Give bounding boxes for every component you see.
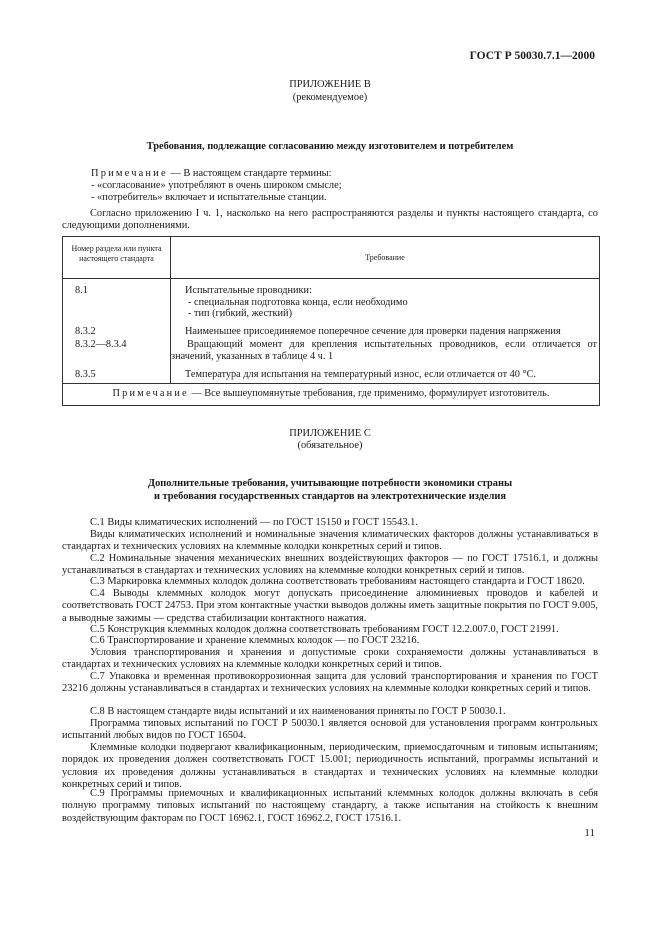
requirement-line: - специальная подготовка конца, если необходимо: [188, 296, 408, 308]
table-row: [63, 279, 600, 320]
table-header-requirement: Требование: [171, 237, 600, 279]
note-text: — В настоящем стандарте термины:: [167, 168, 332, 179]
table-note-text: — Все вышеупомянутые требования, где применимо, формулирует изготовитель.: [188, 388, 550, 400]
annex-b-note: [91, 168, 598, 180]
table-row: [63, 320, 600, 338]
annex-c-status: (обязательное): [297, 440, 363, 451]
paragraph-c7: С.7 Упаковка и временная противокоррозионная защита для условий транспортирования и хранения по ГОСТ 23216 должны устанавливаться в стандартах и технических условиях на клеммные колодки конкретных серий и типов.: [62, 671, 598, 695]
table-cell-number: 8.3.5: [63, 363, 171, 384]
table-header-row: [63, 237, 600, 279]
table-note-row: [63, 384, 600, 406]
paragraph-c9: С.9 Программы приемочных и квалификационных испытаний клеммных колодок должны включать в себя полную программу типовых испытаний по настоящему стандарту, а также испытания на стойкость к внешним воздействующим факторам по ГОСТ 16962.1, ГОСТ 16962.2, ГОСТ 17516.1.: [62, 788, 598, 824]
paragraph: Условия транспортирования и хранения и допустимые сроки сохраняемости должны устанавливаться в стандартах и технических условиях на клеммные колодки конкретных серий и типов.: [62, 647, 598, 671]
paragraph-c3: С.3 Маркировка клеммных колодок должна соответствовать требованиям настоящего стандарта и ГОСТ 18620.: [90, 576, 585, 587]
requirement-line: Наименьшее присоединяемое поперечное сечение для проверки падения напряжения: [185, 325, 561, 337]
paragraph-c8: С.8 В настоящем стандарте виды испытаний и их наименования приняты по ГОСТ Р 50030.1.: [90, 706, 506, 717]
table-cell-number: 8.3.2: [63, 320, 171, 338]
paragraph-c2: С.2 Номинальные значения механических внешних воздействующих факторов — по ГОСТ 17516.1, и должны устанавливаться в стандартах и технических условиях на клеммные колодки конкретных серий и типов.: [62, 553, 598, 577]
table-cell-requirement: [171, 337, 600, 362]
table-row: [63, 337, 600, 362]
annex-b-status: (рекомендуемое): [292, 92, 368, 103]
note-item-1: - «согласование» употребляют в очень широком смысле;: [91, 180, 342, 191]
table-cell-requirement: [171, 320, 600, 338]
table-cell-requirement: [171, 363, 600, 384]
paragraph: Виды климатических исполнений и номинальные значения климатических факторов должны устанавливаться в стандартах и технических условиях на клеммные колодки конкретных серий и типов.: [62, 529, 598, 553]
annex-c-title: ПРИЛОЖЕНИЕ С: [289, 428, 371, 439]
table-header-section-number: Номер раздела или пункта настоящего стандарта: [63, 237, 171, 279]
page-number: 11: [584, 827, 595, 839]
paragraph-c4: С.4 Выводы клеммных колодок могут допускать присоединение алюминиевых проводов и кабелей и соответствовать ГОСТ 24753. При этом контактные участки выводов должны иметь защитные покрытия по ГОСТ 9.005, а выводные зажимы — средства стабилизации контактного нажатия.: [62, 588, 598, 624]
table-note-label: Примечание: [112, 388, 189, 400]
paragraph-c6: С.6 Транспортирование и хранение клеммных колодок — по ГОСТ 23216.: [90, 635, 420, 646]
annex-b-title: ПРИЛОЖЕНИЕ В: [289, 79, 371, 90]
table-cell-number: 8.1: [63, 279, 171, 320]
paragraph-c5: С.5 Конструкция клеммных колодок должна соответствовать требованиям ГОСТ 12.2.007.0, ГОСТ 21991.: [90, 624, 559, 635]
table-note: [63, 384, 600, 406]
document-code: ГОСТ Р 50030.7.1—2000: [469, 50, 595, 62]
table-cell-requirement: [171, 279, 600, 320]
note-item-2: - «потребитель» включает и испытательные станции.: [91, 192, 327, 203]
requirement-line: Температура для испытания на температурный износ, если отличается от 40 °С.: [185, 368, 537, 380]
annex-b-heading: Требования, подлежащие согласованию между изготовителем и потребителем: [146, 141, 514, 152]
requirement-line: Испытательные проводники:: [185, 285, 312, 296]
paragraph-c1: С.1 Виды климатических исполнений — по ГОСТ 15150 и ГОСТ 15543.1.: [90, 517, 418, 528]
annex-b-intro: Согласно приложению I ч. 1, насколько на него распространяются разделы и пункты настоящего стандарта, со следующими дополнениями.: [62, 208, 598, 232]
paragraph: Клеммные колодки подвергают квалификационным, периодическим, приемосдаточным и типовым испытаниям; порядок их проведения должен соответствовать ГОСТ 15.001; периодичность испытаний, программы испытаний и условия их проведения должны устанавливаться в стандартах и технических условиях на клеммные колодки конкретных серий и типов.: [62, 742, 598, 791]
paragraph: Программа типовых испытаний по ГОСТ Р 50030.1 является основой для установления программ контрольных испытаний любых видов по ГОСТ 16504.: [62, 718, 598, 742]
note-label: Примечание: [91, 168, 168, 179]
table-cell-number: 8.3.2—8.3.4: [63, 337, 171, 362]
requirement-line: - тип (гибкий, жесткий): [188, 308, 292, 320]
requirement-line: Вращающий момент для крепления испытательных проводников, если отличается от значений, указанных в таблице 4 ч. 1: [171, 339, 597, 362]
table-row: [63, 363, 600, 384]
requirements-table: [62, 236, 600, 406]
annex-c-heading-line-2: и требования государственных стандартов на электротехнические изделия: [153, 491, 507, 502]
annex-c-heading-line-1: Дополнительные требования, учитывающие потребности экономики страны: [147, 478, 513, 489]
